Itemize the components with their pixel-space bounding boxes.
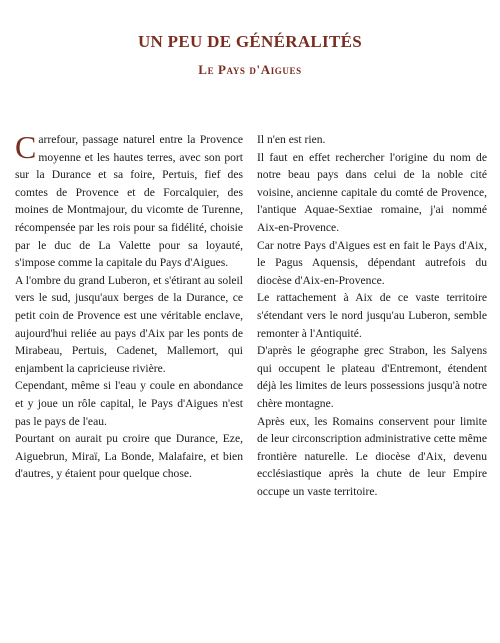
left-column bbox=[15, 131, 243, 483]
paragraph: Après eux, les Romains conservent pour limite de leur circonscription administrative cette même frontière naturelle. Le diocèse d'Aix, devenu ecclésiastique après la chute de leur Empire occupe un vaste territoire. bbox=[257, 414, 487, 498]
paragraph: Pourtant on aurait pu croire que Durance, Eze, Aiguebrun, Miraï, La Bonde, Malafaire, et bien d'autres, y étaient pour quelque chose. bbox=[15, 432, 243, 481]
paragraph: Il n'en est rien. bbox=[257, 133, 326, 146]
paragraph: Le rattachement à Aix de ce vaste territoire s'étendant vers le nord jusqu'au Luberon, semble remonter à l'Antiquité. bbox=[257, 291, 487, 340]
paragraph: D'après le géographe grec Strabon, les Salyens qui occupent le plateau d'Entremont, étendent déjà les limites de leurs possessions jusqu'à notre chère montagne. bbox=[257, 344, 487, 410]
paragraph: Car notre Pays d'Aigues est en fait le Pays d'Aix, le Pagus Aquensis, dépendant autrefois du diocèse d'Aix-en-Provence. bbox=[257, 238, 487, 287]
right-column bbox=[257, 131, 487, 500]
paragraph: A l'ombre du grand Luberon, et s'étirant au soleil vers le sud, jusqu'aux berges de la Durance, ce petit coin de Provence est une véritable enclave, aujourd'hui reliée au pays d'Aix par les ponts de Mirabeau, Pertuis, Cadenet, Mallemort, qui enjambent la capricieuse rivière. bbox=[15, 273, 243, 375]
paragraph-text: arrefour, passage naturel entre la Provence moyenne et les hautes terres, avec son port sur la Durance et sa foire, Pertuis, fief des comtes de Provence et de Forcalquier, des moines de Montmajour, du vicomte de Turenne, récompensée par les rois pour sa fidélité, choisie par le duc de La Valette pour sa loyauté, s'impose comme la capitale du Pays d'Aigues. bbox=[15, 133, 243, 270]
paragraph bbox=[15, 131, 243, 272]
paragraph: Il faut en effet rechercher l'origine du nom de notre beau pays dans celui de la noble cité voisine, ancienne capitale du comté de Provence, l'antique Aquae-Sextiae romaine, j'ai nommé Aix-en-Provence. bbox=[257, 150, 487, 234]
page-subtitle: Le Pays d'Aigues bbox=[198, 62, 302, 77]
page-title: UN PEU DE GÉNÉRALITÉS bbox=[137, 32, 363, 51]
paragraph: Cependant, même si l'eau y coule en abondance et y joue un rôle capital, le Pays d'Aigues n'est pas le pays de l'eau. bbox=[15, 379, 243, 428]
drop-cap: C bbox=[15, 129, 37, 165]
